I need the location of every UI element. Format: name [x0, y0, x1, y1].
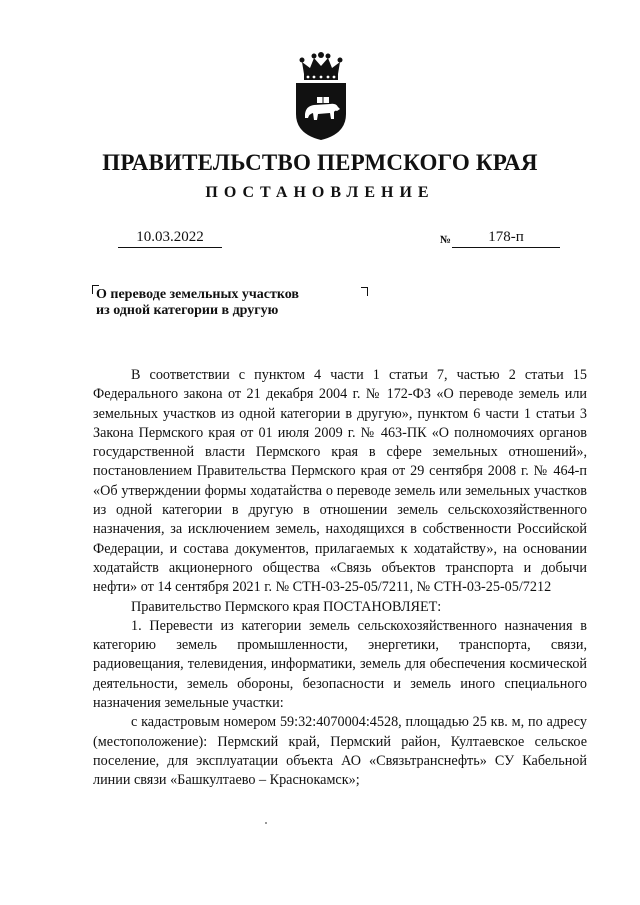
coat-of-arms-icon — [292, 52, 350, 142]
body-paragraph-resolves: Правительство Пермского края ПОСТАНОВЛЯЕТ: — [131, 598, 442, 615]
document-type-heading: ПОСТАНОВЛЕНИЕ — [205, 184, 435, 201]
document-body — [93, 366, 587, 791]
document-subject — [96, 287, 366, 319]
body-paragraph-land-plot: с кадастровым номером 59:32:4070004:4528, площадью 25 кв. м, по адресу (местоположение): Пермский край, Пермский район, Култаевское сельское поселение, для эксплуатации объекта АО «Связьтранснефть» СУ Кабельной линии связи «Башкултаево – Краснокамск»; — [93, 714, 587, 789]
body-paragraph-item-1: 1. Перевести из категории земель сельскохозяйственного назначения в категорию земель промышленности, энергетики, транспорта, связи, радиовещания, телевидения, информатики, земель для обеспечения космической деятельности, земель обороны, безопасности и земель иного специального назначения земельные участки: — [93, 617, 587, 712]
subject-line-1: О переводе земельных участков — [96, 287, 299, 302]
document-date: 10.03.2022 — [118, 229, 222, 248]
scan-speck — [265, 822, 267, 824]
government-title: ПРАВИТЕЛЬСТВО ПЕРМСКОГО КРАЯ — [102, 150, 538, 175]
document-number: 178-п — [452, 229, 560, 248]
subject-line-2: из одной категории в другую — [96, 303, 279, 318]
body-paragraph-preamble: В соответствии с пунктом 4 части 1 статьи 7, частью 2 статьи 15 Федерального закона от 21 декабря 2004 г. № 172-ФЗ «О переводе земель или земельных участков из одной категории в другую», пунктом 6 части 1 статьи 3 Закона Пермского края от 01 июля 2009 г. № 463-ПК «О полномочиях органов государственной власти Пермского края в сфере земельных отношений», постановлением Правительства Пермского края от 29 сентября 2008 г. № 464-п «Об утверждении формы ходатайства о переводе земель или земельных участков из одной категории в другую в отношении земель сельскохозяйственного назначения, за исключением земель, находящихся в собственности Российской Федерации, и состава документов, прилагаемых к ходатайству», на основании ходатайств акционерного общества «Связь объектов транспорта и добычи нефти» от 14 сентября 2021 г. № СТН-03-25-05/7211, № СТН-03-25-05/7212 — [93, 367, 587, 596]
number-sign: № — [440, 234, 452, 246]
